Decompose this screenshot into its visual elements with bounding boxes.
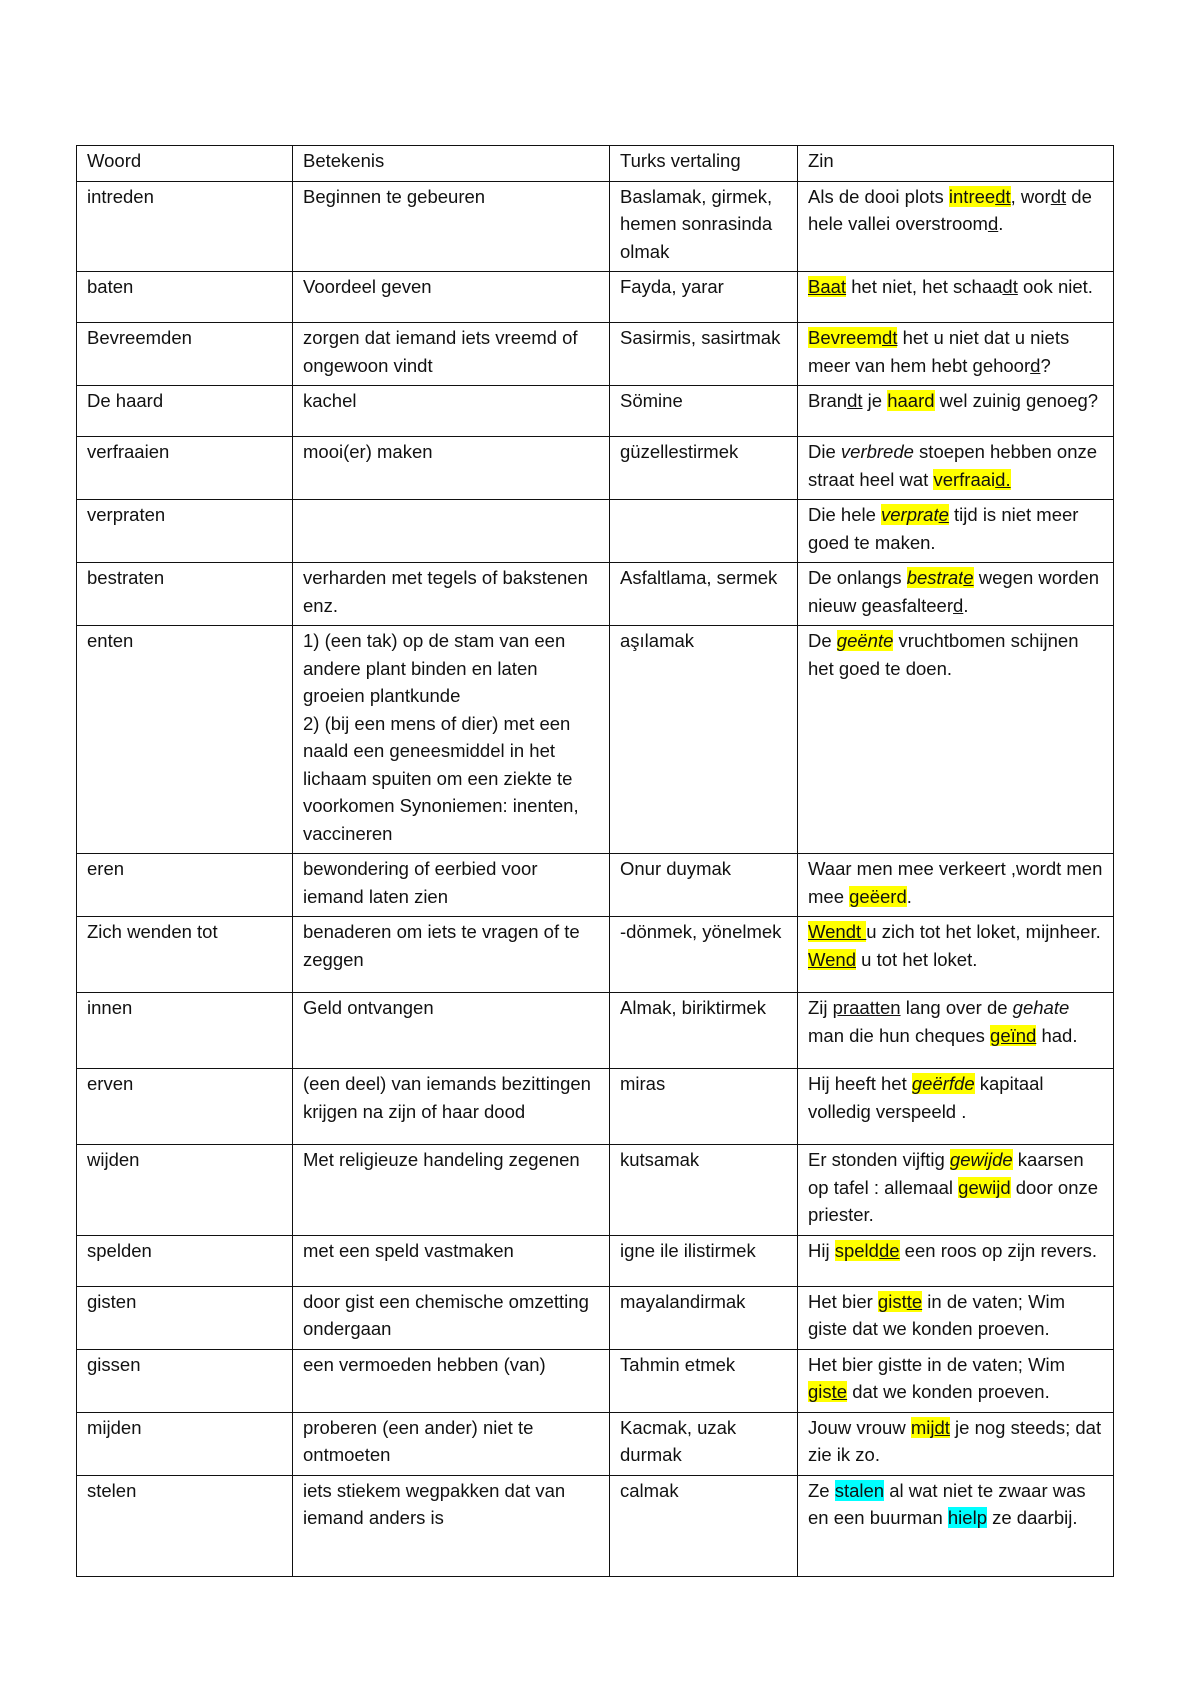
zin-segment: . — [998, 213, 1004, 234]
zin-segment: al wat niet te zwaar was en een buurman — [808, 1479, 1086, 1528]
zin-line — [808, 1237, 1103, 1265]
header-betekenis: Betekenis — [293, 146, 610, 182]
highlighted-word: de — [878, 1239, 900, 1261]
zin-segment: ? — [1040, 354, 1051, 376]
cell-turks — [610, 563, 798, 626]
woord-text: verpraten — [87, 504, 166, 525]
cell-zin — [798, 272, 1114, 323]
woord-text: verfraaien — [87, 441, 170, 462]
cell-turks — [610, 386, 798, 437]
woord-text: baten — [87, 276, 134, 297]
zin-segment: stoepen hebben onze straat heel wat — [808, 441, 1098, 490]
zin-segment: Bran — [808, 390, 848, 411]
highlighted-word: Wendt — [808, 921, 867, 942]
turks-line: Fayda, yarar — [620, 276, 724, 297]
header-zin: Zin — [798, 146, 1114, 182]
zin-segment: De onlangs — [808, 567, 907, 588]
turks-line: Sömine — [620, 390, 683, 411]
cell-turks — [610, 272, 798, 323]
cell-betekenis — [293, 437, 610, 500]
highlighted-word: Baat — [808, 276, 847, 297]
cell-betekenis — [293, 1286, 610, 1349]
highlighted-word: gis — [808, 1381, 832, 1402]
woord-text: mijden — [87, 1416, 142, 1438]
table-row — [77, 1069, 1114, 1145]
betekenis-line: door gist een chemische omzetting ondergaan — [303, 1290, 589, 1339]
cell-turks — [610, 323, 798, 386]
woord-text: De haard — [87, 390, 164, 411]
zin-segment: ook niet. — [1017, 276, 1093, 297]
betekenis-line: mooi(er) maken — [303, 441, 433, 462]
cell-turks — [610, 993, 798, 1069]
cell-zin — [798, 1235, 1114, 1286]
cell-turks — [610, 1349, 798, 1412]
zin-segment: , wor — [1010, 185, 1051, 207]
turks-line: calmak — [620, 1479, 679, 1501]
zin-line — [808, 946, 1103, 974]
highlighted-word: bestrat — [906, 567, 964, 588]
highlighted-word: Wend — [808, 948, 856, 970]
cell-betekenis — [293, 500, 610, 563]
cell-zin — [798, 1286, 1114, 1349]
woord-text: bestraten — [87, 567, 165, 588]
highlighted-word: dt — [934, 1416, 950, 1438]
highlighted-word: geënte — [836, 630, 894, 651]
table-row — [77, 272, 1114, 323]
zin-segment: De — [808, 630, 837, 651]
betekenis-line: een vermoeden hebben (van) — [303, 1353, 546, 1375]
betekenis-line: proberen (een ander) niet te ontmoeten — [303, 1416, 534, 1465]
cell-betekenis — [293, 1349, 610, 1412]
turks-line: Onur duymak — [620, 858, 732, 879]
highlighted-word: mij — [910, 1416, 935, 1438]
zin-segment: u zich tot het loket, mijnheer. — [866, 921, 1101, 942]
zin-segment: . — [963, 594, 969, 616]
zin-segment: u tot het loket. — [856, 948, 978, 970]
turks-line: Sasirmis, sasirtmak — [620, 327, 781, 348]
zin-segment: man die hun cheques — [808, 1024, 991, 1046]
cell-woord — [77, 1349, 293, 1412]
table-row — [77, 626, 1114, 854]
table-row — [77, 181, 1114, 272]
woord-text: gisten — [87, 1290, 137, 1312]
betekenis-line: verharden met tegels of bakstenen enz. — [303, 567, 588, 616]
header-woord: Woord — [77, 146, 293, 182]
turks-line: aşılamak — [620, 630, 695, 651]
zin-line — [808, 994, 1103, 1049]
cell-woord — [77, 272, 293, 323]
zin-line — [808, 918, 1103, 946]
cell-woord — [77, 1286, 293, 1349]
woord-text: eren — [87, 858, 125, 879]
betekenis-line: kachel — [303, 390, 357, 411]
zin-segment: praatten — [832, 997, 901, 1018]
cell-woord — [77, 323, 293, 386]
zin-segment: verbrede — [840, 441, 914, 462]
betekenis-line: zorgen dat iemand iets vreemd of ongewoon vindt — [303, 327, 578, 376]
turks-line: Kacmak, uzak durmak — [620, 1416, 737, 1465]
zin-segment: in de vaten; Wim giste dat we konden proeven. — [808, 1290, 1066, 1339]
zin-segment: d — [987, 213, 999, 234]
highlighted-word: verprat — [881, 504, 939, 525]
cell-betekenis — [293, 386, 610, 437]
betekenis-line: Voordeel geven — [303, 276, 432, 297]
cell-woord — [77, 1412, 293, 1475]
highlighted-word: gist — [877, 1290, 907, 1312]
betekenis-line: met een speld vastmaken — [303, 1239, 514, 1261]
woord-text: erven — [87, 1073, 134, 1094]
cell-betekenis — [293, 1475, 610, 1576]
zin-segment: Ze — [808, 1479, 835, 1501]
woord-text: gissen — [87, 1353, 141, 1375]
highlighted-word: haard — [887, 390, 935, 411]
zin-segment: gehate — [1012, 997, 1070, 1018]
cell-betekenis — [293, 993, 610, 1069]
zin-segment: je — [862, 390, 888, 411]
woord-text: spelden — [87, 1239, 152, 1261]
zin-segment: d — [1030, 354, 1041, 376]
zin-line — [808, 1288, 1103, 1343]
zin-segment: tijd is niet meer goed te maken. — [808, 504, 1079, 553]
cell-betekenis — [293, 1069, 610, 1145]
zin-line — [808, 1414, 1103, 1469]
turks-line: Tahmin etmek — [620, 1353, 736, 1375]
cell-turks — [610, 1235, 798, 1286]
table-row — [77, 1412, 1114, 1475]
cell-zin — [798, 1349, 1114, 1412]
zin-line — [808, 1070, 1103, 1125]
cell-zin — [798, 854, 1114, 917]
cell-woord — [77, 917, 293, 993]
cell-woord — [77, 1145, 293, 1236]
zin-segment: Hij — [808, 1239, 835, 1261]
highlighted-word: intree — [948, 185, 996, 207]
turks-line: güzellestirmek — [620, 441, 739, 462]
highlighted-word: hielp — [947, 1507, 987, 1528]
cell-woord — [77, 626, 293, 854]
table-header-row — [77, 146, 1114, 182]
highlighted-word: geïnd — [990, 1024, 1037, 1046]
table-row — [77, 854, 1114, 917]
zin-line — [808, 501, 1103, 556]
cell-turks — [610, 1069, 798, 1145]
woord-text: stelen — [87, 1479, 137, 1501]
zin-segment: d — [953, 594, 964, 616]
table-row — [77, 993, 1114, 1069]
cell-woord — [77, 1069, 293, 1145]
zin-line — [808, 564, 1103, 619]
table-row — [77, 386, 1114, 437]
zin-segment: ze daarbij. — [986, 1507, 1078, 1528]
zin-segment: Als de dooi plots — [808, 185, 949, 207]
zin-segment: Er stonden vijftig — [808, 1149, 950, 1170]
betekenis-line: Geld ontvangen — [303, 997, 434, 1018]
table-row — [77, 1286, 1114, 1349]
zin-line — [808, 1351, 1103, 1406]
cell-betekenis — [293, 917, 610, 993]
highlighted-word: Bevreem — [808, 327, 883, 348]
cell-turks — [610, 1475, 798, 1576]
cell-betekenis — [293, 1412, 610, 1475]
zin-segment: het niet, het schaa — [846, 276, 1003, 297]
cell-turks — [610, 917, 798, 993]
cell-turks — [610, 500, 798, 563]
cell-woord — [77, 993, 293, 1069]
woord-text: Bevreemden — [87, 327, 192, 348]
cell-zin — [798, 1145, 1114, 1236]
highlighted-word: e — [938, 504, 949, 525]
cell-betekenis — [293, 563, 610, 626]
highlighted-word: geëerd — [849, 885, 907, 907]
betekenis-line: (een deel) van iemands bezittingen krijgen na zijn of haar dood — [303, 1073, 591, 1122]
table-row — [77, 1349, 1114, 1412]
zin-segment: je nog steeds; dat zie ik zo. — [808, 1416, 1102, 1465]
zin-segment: Die hele — [808, 504, 882, 525]
cell-betekenis — [293, 854, 610, 917]
zin-segment: wegen worden nieuw geasfalteer — [808, 567, 1100, 616]
zin-segment: door onze priester. — [808, 1176, 1099, 1225]
zin-line — [808, 438, 1103, 493]
cell-zin — [798, 563, 1114, 626]
turks-line: kutsamak — [620, 1149, 700, 1170]
table-row — [77, 917, 1114, 993]
cell-woord — [77, 563, 293, 626]
zin-line — [808, 1146, 1103, 1229]
cell-zin — [798, 993, 1114, 1069]
cell-zin — [798, 386, 1114, 437]
cell-betekenis — [293, 626, 610, 854]
highlighted-word: dt — [882, 327, 898, 348]
turks-line: Asfaltlama, sermek — [620, 567, 778, 588]
cell-woord — [77, 1235, 293, 1286]
cell-turks — [610, 626, 798, 854]
cell-betekenis — [293, 1145, 610, 1236]
highlighted-word: verfraai — [933, 468, 996, 490]
cell-woord — [77, 854, 293, 917]
woord-text: intreden — [87, 185, 154, 207]
cell-woord — [77, 181, 293, 272]
zin-line — [808, 855, 1103, 910]
highlighted-word: speld — [834, 1239, 879, 1261]
zin-line — [808, 273, 1103, 301]
turks-line: Almak, biriktirmek — [620, 997, 766, 1018]
table-body — [77, 146, 1114, 1577]
zin-segment: had. — [1036, 1024, 1078, 1046]
highlighted-word: te — [831, 1381, 848, 1402]
cell-betekenis — [293, 272, 610, 323]
header-turks-vertaling: Turks vertaling — [610, 146, 798, 182]
zin-segment: Het bier gistte in de vaten; Wim — [808, 1353, 1066, 1375]
cell-zin — [798, 626, 1114, 854]
highlighted-word: te — [906, 1290, 923, 1312]
zin-segment: . — [906, 885, 912, 907]
zin-line — [808, 627, 1103, 682]
zin-segment: Het bier — [808, 1290, 878, 1312]
zin-segment: kapitaal volledig verspeeld . — [808, 1073, 1044, 1122]
table-row — [77, 437, 1114, 500]
betekenis-line: bewondering of eerbied voor iemand laten zien — [303, 858, 538, 907]
cell-zin — [798, 1412, 1114, 1475]
highlighted-word: dt — [995, 185, 1011, 207]
zin-segment: Zij — [808, 997, 833, 1018]
zin-segment: Die — [808, 441, 841, 462]
zin-segment: lang over de — [900, 997, 1013, 1018]
zin-segment: Jouw vrouw — [808, 1416, 911, 1438]
zin-segment: het u niet dat u niets meer van hem hebt gehoor — [808, 327, 1070, 376]
table-row — [77, 1235, 1114, 1286]
cell-woord — [77, 1475, 293, 1576]
zin-line — [808, 387, 1103, 415]
cell-woord — [77, 500, 293, 563]
cell-betekenis — [293, 323, 610, 386]
zin-segment: kaarsen op tafel : allemaal — [808, 1149, 1084, 1198]
turks-line: miras — [620, 1073, 666, 1094]
zin-segment: dt — [1050, 185, 1067, 207]
table-row — [77, 1145, 1114, 1236]
zin-segment: dat we konden proeven. — [847, 1381, 1050, 1402]
cell-woord — [77, 386, 293, 437]
cell-zin — [798, 1475, 1114, 1576]
cell-turks — [610, 854, 798, 917]
cell-zin — [798, 1069, 1114, 1145]
turks-line: Baslamak, girmek, hemen sonrasinda olmak — [620, 185, 773, 262]
table-row — [77, 323, 1114, 386]
betekenis-line: benaderen om iets te vragen of te zeggen — [303, 921, 580, 970]
cell-betekenis — [293, 181, 610, 272]
cell-zin — [798, 917, 1114, 993]
zin-line — [808, 183, 1103, 238]
woord-text: wijden — [87, 1149, 140, 1170]
zin-segment: wel zuinig genoeg? — [934, 390, 1099, 411]
zin-segment: Hij heeft het — [808, 1073, 912, 1094]
woord-text: enten — [87, 630, 134, 651]
zin-line — [808, 1477, 1103, 1532]
zin-segment: dt — [847, 390, 863, 411]
woord-text: Zich wenden tot — [87, 921, 218, 942]
highlighted-word: e — [963, 567, 974, 588]
betekenis-line: 2) (bij een mens of dier) met een naald een geneesmiddel in het lichaam spuiten om een ziekte te voorkomen Synoniemen: inenten, vaccineren — [303, 712, 579, 844]
turks-line: igne ile ilistirmek — [620, 1239, 756, 1261]
cell-turks — [610, 1286, 798, 1349]
cell-turks — [610, 1145, 798, 1236]
turks-line: mayalandirmak — [620, 1290, 746, 1312]
cell-turks — [610, 1412, 798, 1475]
highlighted-word: gewijd — [958, 1176, 1011, 1198]
zin-segment: Waar men mee verkeert ,wordt men mee — [808, 858, 1103, 907]
highlighted-word: d. — [995, 468, 1011, 490]
table-row — [77, 563, 1114, 626]
cell-zin — [798, 323, 1114, 386]
highlighted-word: stalen — [834, 1479, 885, 1501]
cell-turks — [610, 181, 798, 272]
table-row — [77, 500, 1114, 563]
vocabulary-table — [76, 145, 1114, 1577]
woord-text: innen — [87, 997, 133, 1018]
cell-zin — [798, 437, 1114, 500]
highlighted-word: gewijde — [949, 1149, 1013, 1170]
zin-line — [808, 324, 1103, 379]
cell-zin — [798, 181, 1114, 272]
cell-turks — [610, 437, 798, 500]
betekenis-line: iets stiekem wegpakken dat van iemand anders is — [303, 1479, 566, 1528]
highlighted-word: geërfde — [911, 1073, 975, 1094]
betekenis-line: Met religieuze handeling zegenen — [303, 1149, 580, 1170]
cell-zin — [798, 500, 1114, 563]
turks-line: -dönmek, yönelmek — [620, 921, 782, 942]
cell-woord — [77, 437, 293, 500]
betekenis-line: Beginnen te gebeuren — [303, 185, 486, 207]
zin-segment: vruchtbomen schijnen het goed te doen. — [808, 630, 1079, 679]
zin-segment: een roos op zijn revers. — [899, 1239, 1097, 1261]
cell-betekenis — [293, 1235, 610, 1286]
zin-segment: dt — [1002, 276, 1018, 297]
table-row — [77, 1475, 1114, 1576]
betekenis-line: 1) (een tak) op de stam van een andere plant binden en laten groeien plantkunde — [303, 630, 566, 706]
zin-segment: de hele vallei overstroom — [808, 185, 1092, 234]
